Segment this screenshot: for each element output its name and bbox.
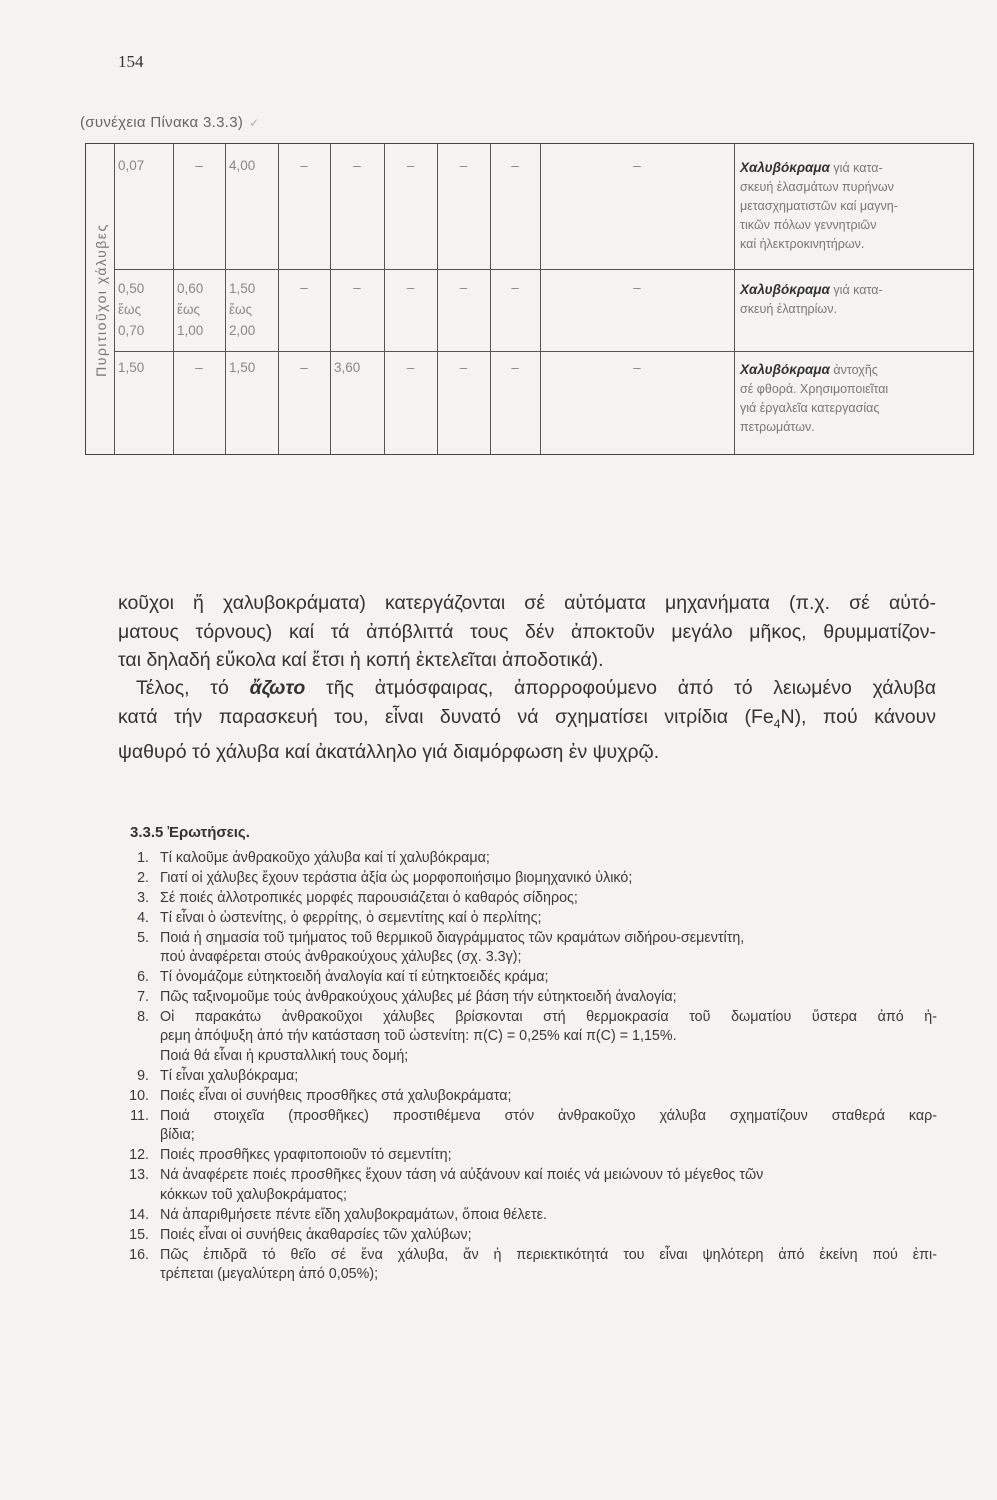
question-text: Ποιά ἡ σημασία τοῦ τμήματος τοῦ θερμικοῦ διαγράμματος τῶν κραμάτων σιδήρου-σεμεντίτη, bbox=[160, 929, 745, 946]
paragraph-line: Τέλος, τό ἄζωτο τῆς ἀτμόσφαιρας, ἀπορροφούμενο ἀπό τό λειωμένο χάλυβα bbox=[136, 677, 936, 699]
table-cell: – bbox=[511, 158, 519, 173]
table-cell: 4,00 bbox=[229, 158, 256, 173]
table-cell: – bbox=[406, 360, 415, 375]
question-number: 8. bbox=[137, 1008, 149, 1025]
table-description: Χαλυβόκραμα γιά κατα- σκευή ἐλασμάτων πυρήνων μετασχηματιστῶν καί μαγνη- τικῶν πόλων γεννητριῶν καί ἠλεκτροκινητήρων. bbox=[740, 160, 898, 251]
question-item bbox=[125, 1067, 937, 1087]
question-number: 16. bbox=[129, 1246, 149, 1263]
question-item bbox=[125, 869, 937, 889]
row-group-label-text: Πυριτιοῦχοι χάλυβες bbox=[93, 223, 109, 377]
table-column-divider bbox=[490, 144, 491, 454]
table-cell: – bbox=[633, 280, 641, 295]
table-cell: – bbox=[459, 158, 468, 173]
question-text: Τί εἶναι χαλυβόκραμα; bbox=[160, 1068, 299, 1084]
table-cell: – bbox=[300, 158, 308, 173]
paragraph-line: κατά τήν παρασκευή του, εἶναι δυνατό νά σχηματίσει νιτρίδια $(Fe_4N)$, πού κάνουν bbox=[118, 705, 937, 731]
question-text: τρέπεται (μεγαλύτερη ἀπό 0,05%); bbox=[160, 1266, 379, 1283]
table-cell: 3,60 bbox=[334, 360, 361, 375]
table-description: Χαλυβόκραμα ἀντοχῆς σέ φθορά. Χρησιμοποιεῖται γιά ἐργαλεῖα κατεργασίας πετρωμάτων. bbox=[740, 362, 889, 434]
question-number: 4. bbox=[137, 909, 149, 926]
question-text: Τί ὀνομάζομε εὐτηκτοειδή ἀναλογία καί τί εὐτηκτοειδές κράμα; bbox=[160, 969, 549, 986]
table-cell: – bbox=[300, 280, 308, 295]
table-cell: 0,50 ἕως 0,70 bbox=[118, 281, 145, 338]
table-cell: 0,07 bbox=[118, 158, 145, 173]
table-row-divider bbox=[114, 269, 973, 270]
table-cell: – bbox=[406, 158, 415, 173]
question-number: 10. bbox=[129, 1087, 149, 1104]
table-cell: 1,50 ἕως 2,00 bbox=[229, 281, 256, 338]
table-column-divider bbox=[173, 144, 174, 454]
paragraph-2 bbox=[118, 674, 936, 766]
caption-text: (συνέχεια Πίνακα 3.3.3) bbox=[80, 114, 244, 131]
question-number: 7. bbox=[137, 989, 149, 1005]
question-text: Ποιά στοιχεῖα (προσθῆκες) προστιθέμενα στόν ἀνθρακοῦχο χάλυβα σχηματίζουν σταθερά καρ- bbox=[160, 1107, 937, 1124]
table-cell: – bbox=[459, 360, 468, 375]
page-number: 154 bbox=[118, 52, 144, 71]
question-item bbox=[125, 909, 937, 929]
table-cell: – bbox=[300, 360, 308, 375]
question-text: Νά ἀπαριθμήσετε πέντε εἴδη χαλυβοκραμάτων, ὅποια θέλετε. bbox=[160, 1206, 547, 1223]
table-cell: – bbox=[459, 280, 468, 295]
question-item bbox=[125, 968, 937, 988]
question-number: 14. bbox=[129, 1206, 149, 1223]
table-cell: – bbox=[406, 280, 415, 295]
question-text: Τί καλοῦμε ἀνθρακοῦχο χάλυβα καί τί χαλυβόκραμα; bbox=[160, 850, 490, 866]
paragraph-line: ψαθυρό τό χάλυβα καί ἀκατάλληλο γιά διαμόρφωση ἐν ψυχρῷ. bbox=[118, 740, 660, 763]
question-number: 15. bbox=[129, 1226, 149, 1243]
question-item bbox=[125, 929, 937, 968]
question-number: 2. bbox=[137, 869, 149, 886]
paragraph-line: ματους τόρνους) καί τά ἀπόβλιττά τους δέν ἀποκτοῦν μεγάλο μῆκος, θρυμματίζον- bbox=[118, 620, 936, 643]
pencil-mark-icon: ✓ bbox=[249, 116, 260, 130]
paragraph-line: κοῦχοι ἤ χαλυβοκράματα) κατεργάζονται σέ αὐτόματα μηχανήματα (π.χ. σέ αὐτό- bbox=[118, 592, 936, 614]
question-text: Οἱ παρακάτω ἀνθρακοῦχοι χάλυβες βρίσκονται στή θερμοκρασία τοῦ δωματίου ὕστερα ἀπό ἠ- bbox=[160, 1008, 937, 1025]
row-group-label bbox=[88, 144, 114, 456]
question-item bbox=[125, 1226, 937, 1246]
question-number: 5. bbox=[137, 929, 149, 946]
table-column-divider bbox=[278, 144, 279, 454]
question-text: Ποιές εἶναι οἱ συνήθεις προσθῆκες στά χαλυβοκράματα; bbox=[160, 1087, 512, 1104]
question-item bbox=[125, 849, 937, 869]
question-text: Σέ ποιές ἀλλοτροπικές μορφές παρουσιάζεται ὁ καθαρός σίδηρος; bbox=[160, 889, 578, 906]
table-cell: – bbox=[195, 158, 203, 173]
table-cell: – bbox=[353, 280, 361, 295]
table-column-divider bbox=[384, 144, 385, 454]
question-text: Ποιά θά εἶναι ἡ κρυσταλλική τους δομή; bbox=[160, 1048, 409, 1065]
table-row-divider bbox=[114, 351, 973, 352]
question-text: Γιατί οἱ χάλυβες ἔχουν τεράστια ἀξία ὡς μορφοποιήσιμο βιομηχανικό ὑλικό; bbox=[160, 869, 633, 886]
question-text: Πῶς ἐπιδρᾶ τό θεῖο σέ ἕνα χάλυβα, ἄν ἡ περιεκτικότητά του εἶναι ψηλότερη ἀπό ἐκείνη πού ἐπι- bbox=[160, 1246, 937, 1263]
question-text: Ποιές προσθῆκες γραφιτοποιοῦν τό σεμεντίτη; bbox=[160, 1147, 452, 1164]
paragraph-line: ται δηλαδή εὔκολα καί ἔτσι ἡ κοπή ἐκτελεῖται ἀποδοτικά). bbox=[118, 649, 604, 671]
table-cell: 0,60 ἕως 1,00 bbox=[177, 281, 204, 338]
question-item bbox=[125, 889, 937, 909]
question-item bbox=[125, 1166, 937, 1205]
data-table bbox=[85, 143, 974, 455]
table-cell: 1,50 bbox=[229, 360, 256, 375]
table-cell: – bbox=[511, 280, 519, 295]
question-text: πού ἀναφέρεται στούς ἀνθρακούχους χάλυβες (σχ. 3.3γ); bbox=[160, 949, 522, 966]
question-item bbox=[125, 1087, 937, 1107]
question-item bbox=[125, 1008, 937, 1067]
table-description: Χαλυβόκραμα γιά κατα- σκευή ἐλατηρίων. bbox=[740, 282, 883, 316]
question-item bbox=[125, 1246, 937, 1285]
question-number: 13. bbox=[129, 1167, 149, 1184]
section-heading: 3.3.5 Ἐρωτήσεις. bbox=[130, 824, 250, 841]
table-cell: – bbox=[353, 158, 361, 173]
table-cell: – bbox=[195, 360, 203, 375]
table-cell: – bbox=[633, 158, 641, 173]
question-item bbox=[125, 988, 937, 1008]
question-text: βίδια; bbox=[160, 1127, 195, 1144]
table-column-divider bbox=[330, 144, 331, 454]
question-number: 12. bbox=[129, 1147, 149, 1164]
table-column-divider bbox=[225, 144, 226, 454]
question-text: κόκκων τοῦ χαλυβοκράματος; bbox=[160, 1186, 348, 1203]
question-text: ρεμη ἀπόψυξη ἀπό τήν κατάσταση τοῦ ὠστενίτη: π(C) = 0,25% καί π(C) = 1,15%. bbox=[160, 1028, 677, 1045]
table-column-divider bbox=[734, 144, 735, 454]
question-number: 1. bbox=[137, 850, 149, 866]
table-column-divider bbox=[114, 144, 115, 454]
table-caption bbox=[80, 114, 260, 131]
question-text: Πῶς ταξινομοῦμε τούς ἀνθρακούχους χάλυβες μέ βάση τήν εὐτηκτοειδή ἀναλογία; bbox=[160, 989, 677, 1005]
bold-term: ἄζωτο bbox=[249, 677, 306, 699]
table-cell: – bbox=[633, 360, 641, 375]
question-number: 6. bbox=[137, 969, 149, 986]
question-number: 3. bbox=[137, 889, 149, 906]
question-text: Ποιές εἶναι οἱ συνήθεις ἀκαθαρσίες τῶν χαλύβων; bbox=[160, 1226, 472, 1243]
question-number: 11. bbox=[130, 1107, 149, 1124]
table-cell: 1,50 bbox=[118, 360, 145, 375]
paragraph-1 bbox=[118, 589, 936, 675]
table-column-divider bbox=[540, 144, 541, 454]
question-item bbox=[125, 1146, 937, 1166]
question-number: 9. bbox=[137, 1068, 149, 1084]
question-item bbox=[125, 1107, 937, 1146]
question-item bbox=[125, 1206, 937, 1226]
question-text: Τί εἶναι ὁ ὡστενίτης, ὁ φερρίτης, ὁ σεμεντίτης καί ὁ περλίτης; bbox=[160, 909, 542, 926]
question-text: Νά ἀναφέρετε ποιές προσθῆκες ἔχουν τάση νά αὐξάνουν καί ποιές νά μειώνουν τό μέγεθος τῶν bbox=[160, 1167, 764, 1184]
table-column-divider bbox=[437, 144, 438, 454]
table-cell: – bbox=[511, 360, 519, 375]
